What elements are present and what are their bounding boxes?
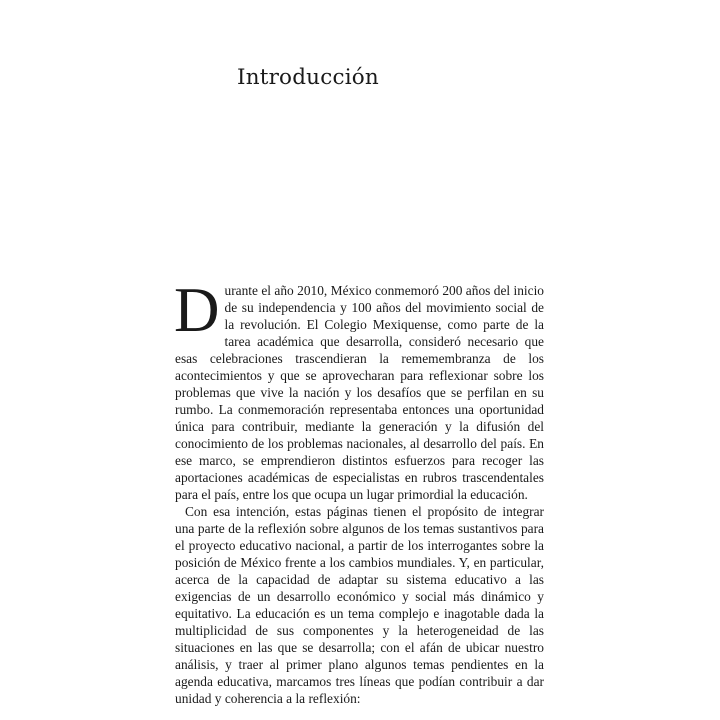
paragraph-1-text: urante el año 2010, México conmemoró 200 años del inicio de su independencia y 100 años del movimiento social de la revolución. El Colegio Mexiquense, como parte de la tarea académica que desarrolla, consideró necesario que esas celebraciones trascendieran la rememembranza de los acontecimientos y que se aprovecharan para reflexionar sobre los problemas que vive la nación y los desafíos que se perfilan en su rumbo. La conmemoración representaba entonces una oportunidad única para contribuir, mediante la generación y la difusión del conocimiento de los problemas nacionales, al desarrollo del país. En ese marco, se emprendieron distintos esfuerzos para recoger las aportaciones académicas de especialistas en rubros trascendentales para el país, entre los que ocupa un lugar primordial la educación. [175,283,544,502]
chapter-title: Introducción [237,65,379,90]
drop-cap: D [174,275,220,345]
paragraph-2 [175,503,544,707]
paragraph-2-text: Con esa intención, estas páginas tienen el propósito de integrar una parte de la reflexión sobre algunos de los temas sustantivos para el proyecto educativo nacional, a partir de los interrogantes sobre la posición de México frente a los cambios mundiales. Y, en particular, acerca de la capacidad de adaptar su sistema educativo a las exigencias de un desarrollo económico y social más dinámico y equitativo. La educación es un tema complejo e inagotable dada la multiplicidad de sus componentes y la heterogeneidad de las situaciones en las que se desarrolla; con el afán de ubicar nuestro análisis, y traer al primer plano algunos temas pendientes en la agenda educativa, marcamos tres líneas que podían contribuir a dar unidad y coherencia a la reflexión: [175,504,544,706]
body-text [174,275,544,707]
paragraph-1 [174,275,544,503]
